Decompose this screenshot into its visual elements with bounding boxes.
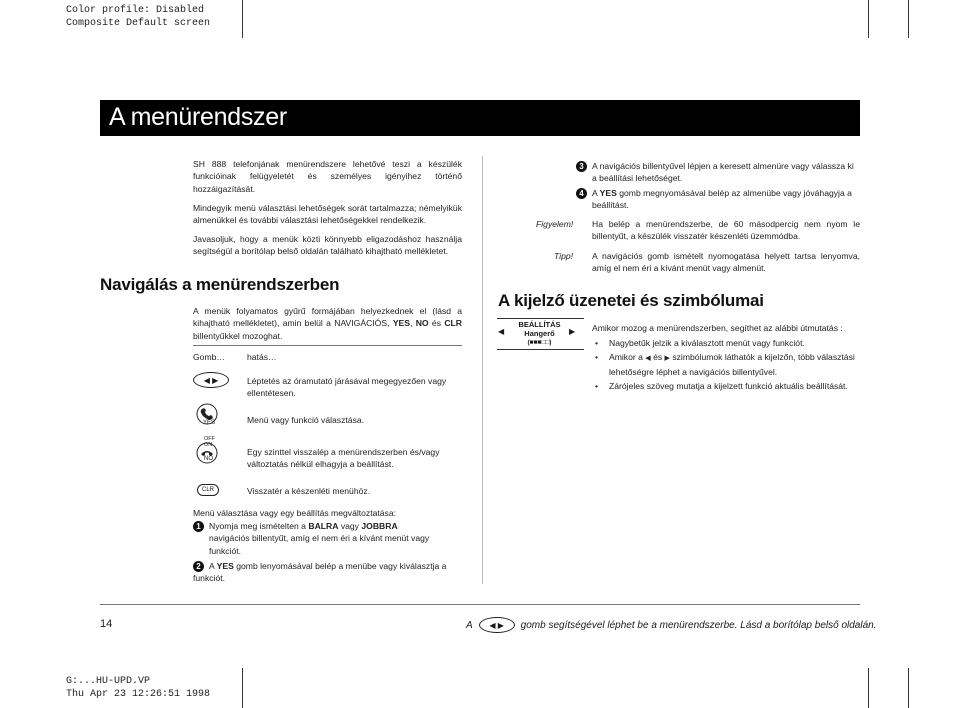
navigation-key-icon: ◀ ▶ — [479, 617, 515, 633]
lcd-line-2: Hangerő — [524, 328, 555, 338]
print-footer — [66, 675, 210, 701]
col-header-effect: hatás… — [247, 352, 277, 362]
column-divider — [482, 156, 483, 584]
page-title-bar — [100, 100, 860, 136]
no-key-label: NO — [204, 456, 213, 462]
lcd-bottom-border — [497, 349, 584, 350]
intro-para-2: Mindegyik menü választási lehetőségek sorát tartalmazza; némelyikük almenükkel és további választási lehetőségekkel rendelkezik. — [193, 203, 462, 226]
lcd-top-border — [497, 318, 584, 319]
color-profile-text: Color profile: Disabled — [66, 5, 205, 16]
print-timestamp: Thu Apr 23 12:26:51 1998 — [66, 689, 211, 700]
step-number: 1 — [193, 521, 204, 532]
bullet-item: • Nagybetűk jelzik a kiválasztott menüt vagy funkciót. — [592, 337, 860, 349]
navigation-key-icon: ◀ ▶ — [193, 372, 229, 388]
clr-key-icon: CLR — [197, 484, 219, 496]
figyelem-label: Figyelem! — [536, 219, 574, 229]
crop-mark — [868, 668, 869, 708]
lcd-line-3: (■■■□□) — [527, 338, 552, 346]
display-bullets — [592, 337, 860, 395]
tipp-text: A navigációs gomb ismételt nyomogatása helyett tartsa lenyomva, amíg el nem éri a kívánt menüt vagy almenüt. — [592, 251, 860, 274]
figyelem-text: Ha belép a menürendszerbe, de 60 másodpercig nem nyom le billentyűt, a készülék visszatér készenléti üzemmódba. — [592, 219, 860, 242]
effect-yes: Menü vagy funkció választása. — [247, 415, 365, 425]
step-3: 3 A navigációs billentyűvel lépjen a keresett almenüre vagy válassza ki a beállítási lehetőséget. — [592, 160, 860, 185]
page-number: 14 — [100, 618, 113, 630]
step-4: 4 A YES gomb megnyomásával belép az almenübe vagy jóváhagyja a beállítást. — [592, 187, 860, 212]
yes-key-label: YES — [203, 420, 216, 426]
composite-text: Composite Default screen — [66, 18, 211, 29]
crop-mark — [908, 668, 909, 708]
lcd-line-1: BEÁLLÍTÁS — [518, 319, 561, 329]
intro-para-3: Javasoljuk, hogy a menük közti könnyebb eligazodáshoz használja segítségül a borítólap belső oldalán található kihajtható mellékletet. — [193, 234, 462, 257]
tipp-label: Tipp! — [554, 251, 574, 261]
table-divider — [193, 345, 462, 346]
left-arrow-icon: ◀ — [645, 355, 651, 363]
intro-para-1: SH 888 telefonjának menürendszere lehetővé teszi a készülék funkcióinak felügyeletét és személyes igényihez történő hozzáigazítását. — [193, 159, 462, 194]
effect-clr: Visszatér a készenléti menühöz. — [247, 486, 371, 496]
file-path-text: G:...HU-UPD.VP — [66, 676, 151, 687]
effect-navigation: Léptetés az óramutató járásával megegyezően vagy ellentétesen. — [247, 376, 447, 399]
lcd-display-example — [497, 318, 582, 348]
footer-note: A ◀ ▶ gomb segítségével léphet be a menürendszerbe. Lásd a borítólap belső oldalán. — [466, 617, 876, 633]
no-key-top-label: OFF ON — [204, 436, 215, 448]
display-intro: Amikor mozog a menürendszerben, segíthet az alábbi útmutatás : — [592, 323, 843, 333]
step-number: 4 — [576, 188, 587, 199]
step-number: 2 — [193, 561, 204, 572]
step-2: 2 A YES gomb lenyomásával belép a menübe vagy kiválasztja a funkciót. — [193, 561, 447, 584]
step-number: 3 — [576, 161, 587, 172]
step-1: 1 Nyomja meg ismételten a BALRA vagy JOBBRA navigációs billentyűt, amíg el nem éri a kívánt menüt vagy funkciót. — [193, 520, 458, 557]
steps-intro: Menü választása vagy egy beállítás megváltoztatása: — [193, 508, 397, 518]
nav-section-heading: Navigálás a menürendszerben — [100, 275, 340, 294]
crop-mark — [868, 0, 869, 38]
col-header-button: Gomb… — [193, 352, 225, 362]
crop-mark — [242, 668, 243, 708]
footer-rule — [100, 604, 860, 605]
crop-mark — [242, 0, 243, 38]
bullet-item: • Amikor a ◀ és ▶ szimbólumok láthatók a kijelzőn, több választási lehetőségre léphet a navigációs billentyűvel. — [592, 351, 860, 378]
right-arrow-icon: ▶ — [569, 327, 576, 336]
crop-mark — [908, 0, 909, 38]
left-arrow-icon: ◀ — [498, 327, 505, 336]
display-heading: A kijelző üzenetei és szimbólumai — [498, 291, 764, 310]
bullet-item: • Zárójeles szöveg mutatja a kijelzett funkció aktuális beállítását. — [592, 380, 860, 392]
nav-section-text: A menük folyamatos gyűrű formájában helyezkednek el (lásd a kihajtható mellékletet), amin belül a NAVIGÁCIÓS, YES, NO és CLR billentyűkkel mozoghat. — [193, 306, 462, 341]
page-title: A menürendszer — [109, 103, 287, 131]
print-header — [66, 4, 210, 30]
right-arrow-icon: ▶ — [664, 355, 670, 363]
effect-no: Egy szinttel visszalép a menürendszerben és/vagy változtatás nélkül elhagyja a beállítást. — [247, 447, 440, 470]
